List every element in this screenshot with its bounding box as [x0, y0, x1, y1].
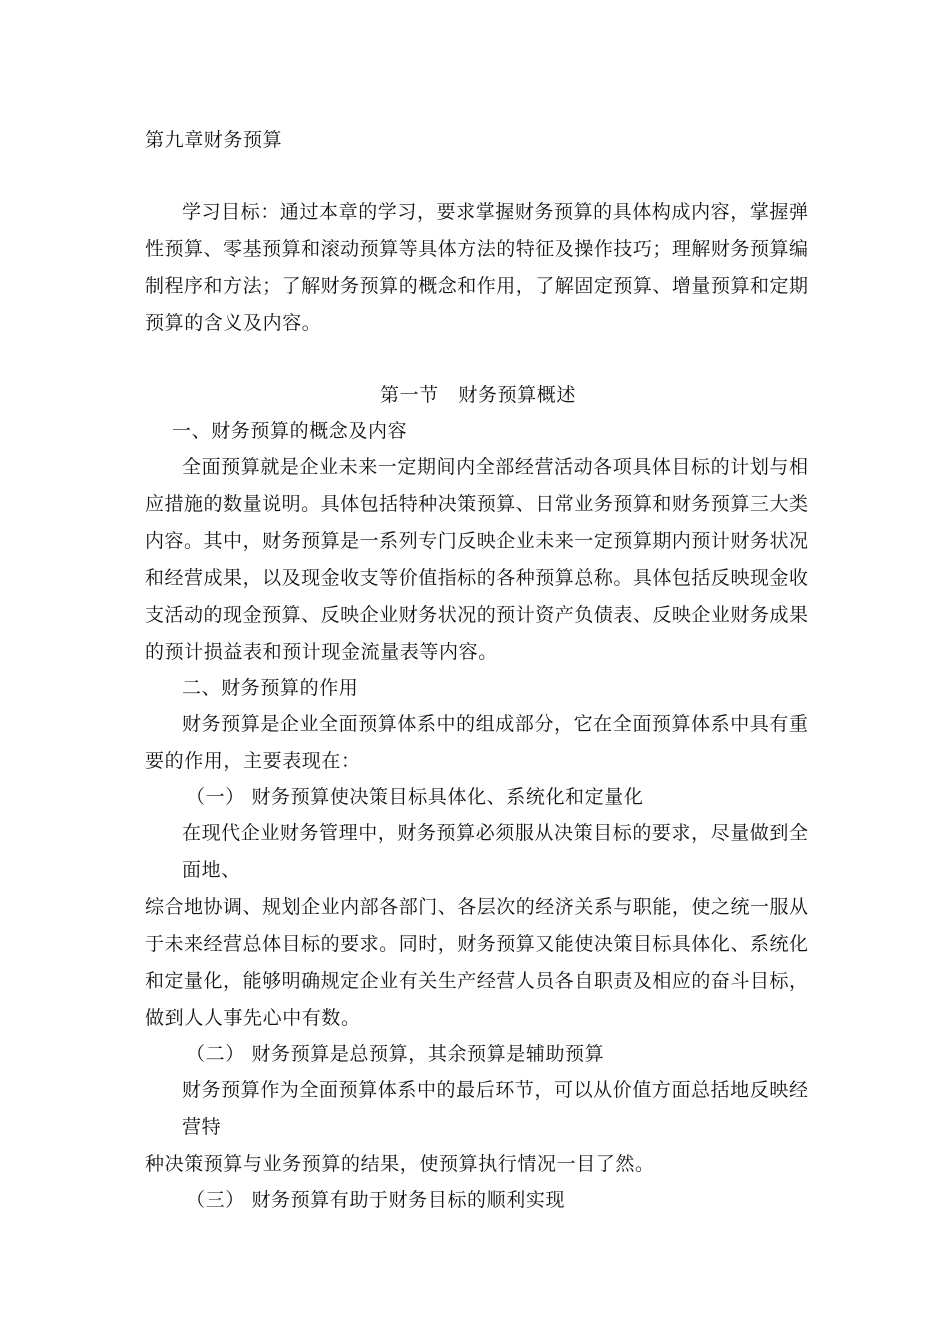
paragraph-line: 种决策预算与业务预算的结果，使预算执行情况一目了然。 — [145, 1153, 655, 1175]
objectives-line: 性预算、零基预算和滚动预算等具体方法的特征及操作技巧；理解财务预算编 — [145, 238, 808, 260]
objectives-line: 学习目标：通过本章的学习，要求掌握财务预算的具体构成内容，掌握弹 — [182, 201, 808, 223]
paragraph-line: 营特 — [182, 1116, 222, 1138]
subheading-2: （二） 财务预算是总预算，其余预算是辅助预算 — [186, 1043, 605, 1065]
objectives-line: 预算的含义及内容。 — [145, 312, 322, 334]
paragraph-line: 综合地协调、规划企业内部各部门、各层次的经济关系与职能，使之统一服从 — [145, 896, 808, 918]
paragraph-line: 要的作用，主要表现在： — [145, 750, 361, 772]
paragraph-line: 财务预算作为全面预算体系中的最后环节，可以从价值方面总括地反映经 — [182, 1079, 808, 1101]
paragraph-line: 支活动的现金预算、反映企业财务状况的预计资产负债表、反映企业财务成果 — [145, 604, 808, 626]
paragraph-line: 面地、 — [182, 859, 241, 881]
paragraph-line: 的预计损益表和预计现金流量表等内容。 — [145, 641, 498, 663]
paragraph-line: 和经营成果，以及现金收支等价值指标的各种预算总称。具体包括反映现金收 — [145, 567, 808, 589]
section-title: 第一节 财务预算概述 — [380, 384, 577, 406]
paragraph-line: 应措施的数量说明。具体包括特种决策预算、日常业务预算和财务预算三大类 — [145, 493, 808, 515]
objectives-line: 制程序和方法；了解财务预算的概念和作用，了解固定预算、增量预算和定期 — [145, 275, 808, 297]
paragraph-line: 做到人人事先心中有数。 — [145, 1007, 361, 1029]
paragraph-line: 内容。其中，财务预算是一系列专门反映企业未来一定预算期内预计财务状况 — [145, 530, 808, 552]
paragraph-line: 全面预算就是企业未来一定期间内全部经营活动各项具体目标的计划与相 — [182, 456, 808, 478]
paragraph-line: 于未来经营总体目标的要求。同时，财务预算又能使决策目标具体化、系统化 — [145, 933, 808, 955]
paragraph-line: 在现代企业财务管理中，财务预算必须服从决策目标的要求，尽量做到全 — [182, 822, 808, 844]
subheading-3: （三） 财务预算有助于财务目标的顺利实现 — [186, 1189, 566, 1211]
heading-role: 二、财务预算的作用 — [182, 677, 359, 699]
chapter-title: 第九章财务预算 — [145, 129, 283, 151]
paragraph-line: 和定量化，能够明确规定企业有关生产经营人员各自职责及相应的奋斗目标， — [145, 970, 808, 992]
heading-concept: 一、财务预算的概念及内容 — [172, 420, 408, 442]
subheading-1: （一） 财务预算使决策目标具体化、系统化和定量化 — [186, 786, 644, 808]
paragraph-line: 财务预算是企业全面预算体系中的组成部分，它在全面预算体系中具有重 — [182, 713, 808, 735]
